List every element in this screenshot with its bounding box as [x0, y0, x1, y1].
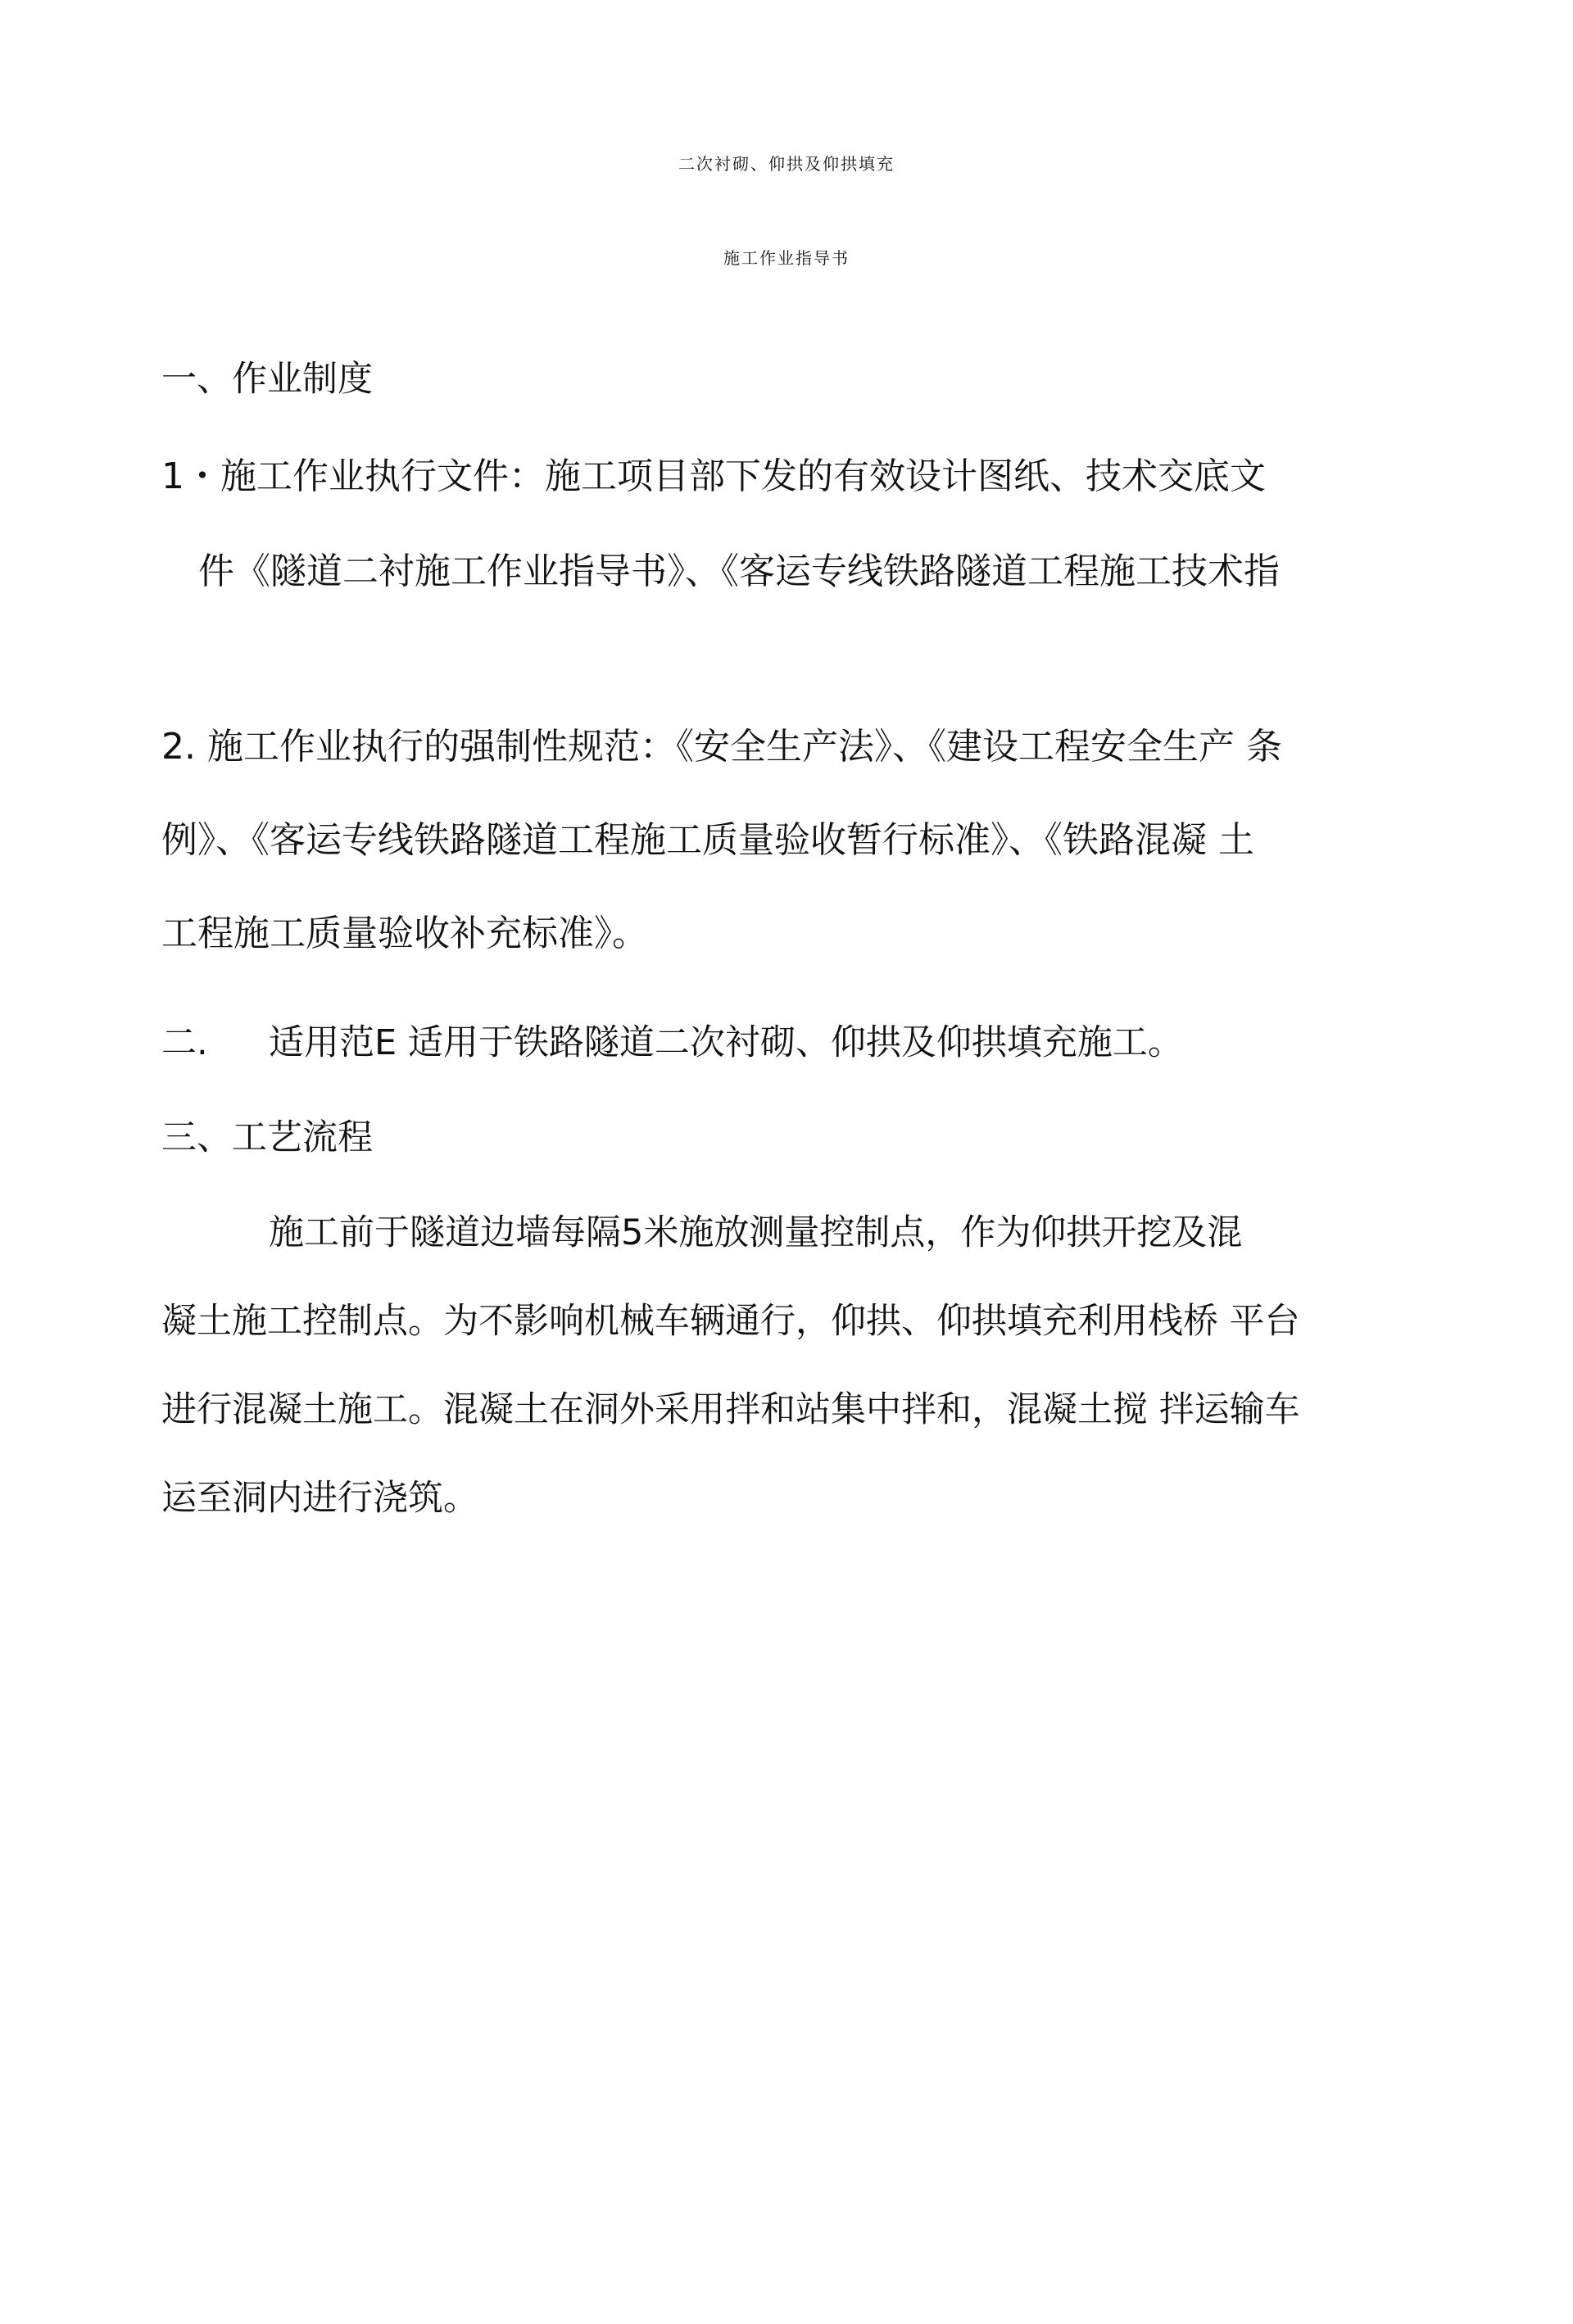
- section-heading-work-system: 一、作业制度: [161, 359, 373, 400]
- document-title-line-1: 二次衬砌、仰拱及仰拱填充: [678, 154, 895, 174]
- item-2-line-1: 2. 施工作业执行的强制性规范：《安全生产法》、《建设工程安全生产 条: [161, 726, 1282, 768]
- section-heading-process-flow: 三、工艺流程: [161, 1117, 373, 1158]
- item-2-line-3: 工程施工质量验收补充标准》。: [161, 913, 648, 954]
- section-2-label: 二.: [161, 1022, 208, 1063]
- item-2-line-2: 例》、《客运专线铁路隧道工程施工质量验收暂行标准》、《铁路混凝 土: [161, 819, 1254, 861]
- section-2-scope-text: 适用范E 适用于铁路隧道二次衬砌、仰拱及仰拱填充施工。: [269, 1022, 1183, 1063]
- paragraph-line-2: 凝土施工控制点。为不影响机械车辆通行，仰拱、仰拱填充利用栈桥 平台: [161, 1301, 1300, 1342]
- paragraph-line-3: 进行混凝土施工。混凝土在洞外采用拌和站集中拌和，混凝土搅 拌运输车: [161, 1389, 1300, 1430]
- paragraph-line-1: 施工前于隧道边墙每隔5米施放测量控制点，作为仰拱开挖及混: [269, 1212, 1243, 1253]
- item-1-line-2: 件《隧道二衬施工作业指导书》、《客运专线铁路隧道工程施工技术指: [198, 550, 1280, 592]
- paragraph-line-4: 运至洞内进行浇筑。: [161, 1478, 478, 1519]
- item-1-line-1: 1・施工作业执行文件：施工项目部下发的有效设计图纸、技术交底文: [161, 455, 1266, 497]
- document-title-line-2: 施工作业指导书: [723, 248, 850, 268]
